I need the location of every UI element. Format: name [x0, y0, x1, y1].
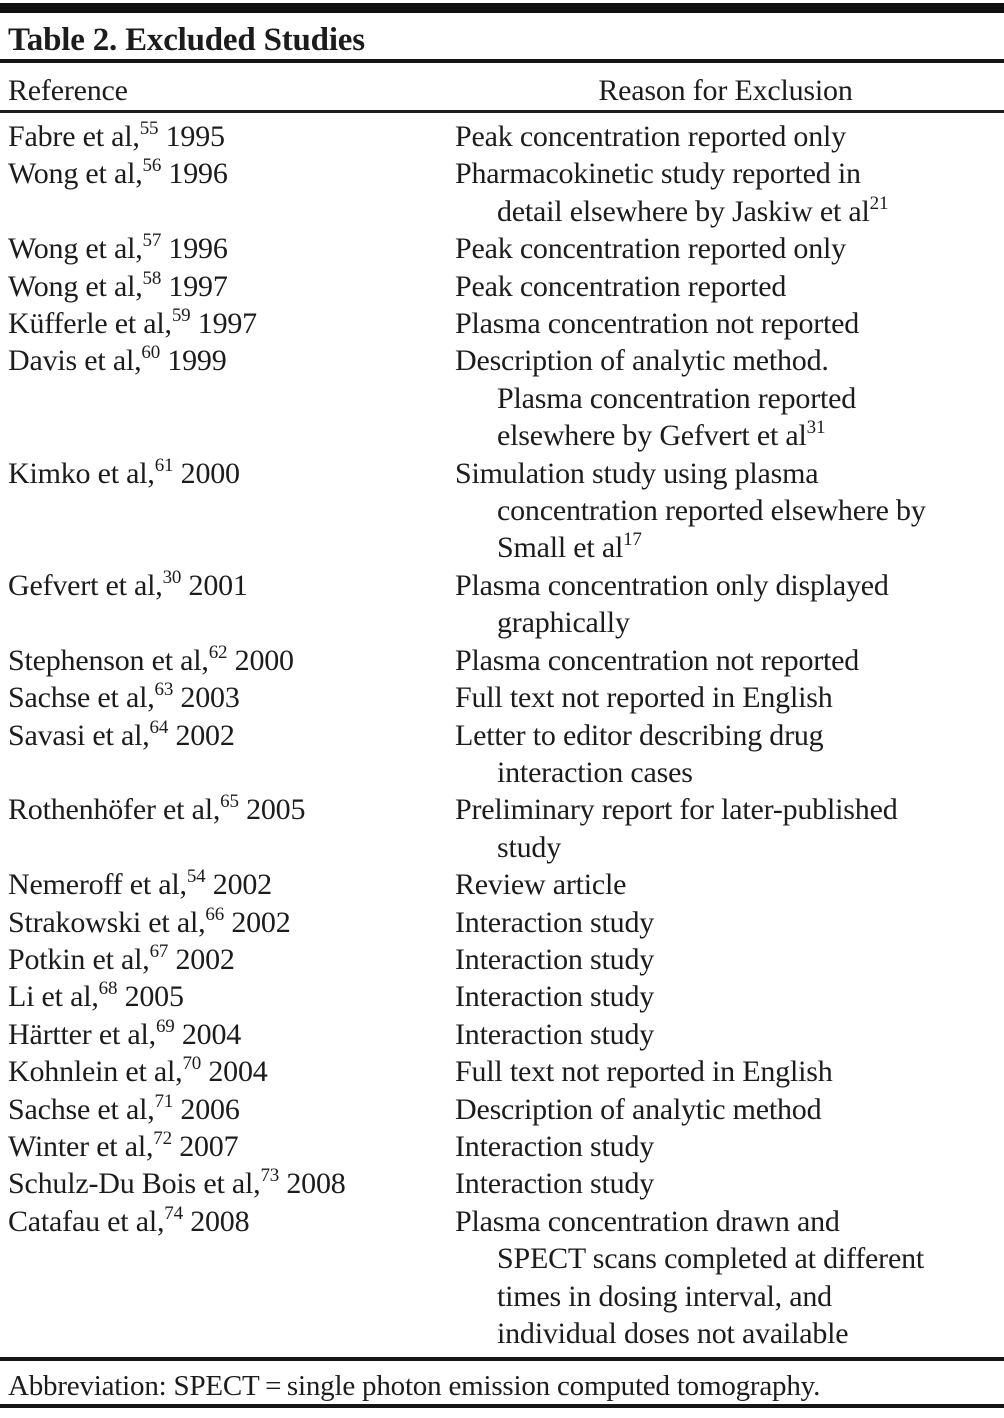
reason-cell: [455, 1016, 996, 1053]
reason-cell: [455, 230, 996, 267]
reference-year: 2007: [171, 1129, 239, 1163]
reason-cell: [455, 305, 996, 342]
reference-year: 1996: [161, 232, 228, 266]
reference-text: Rothenhöfer et al,: [8, 793, 221, 827]
reason-line: concentration reported elsewhere by: [497, 494, 926, 528]
reference-citation-sup: 64: [149, 716, 169, 738]
reference-cell: [8, 717, 455, 754]
reference-text: Kohnlein et al,: [8, 1055, 183, 1089]
reference-year: 2005: [238, 793, 306, 827]
reason-cell: [455, 978, 996, 1015]
reason-cell: [455, 1165, 996, 1202]
reference-year: 2008: [182, 1204, 250, 1238]
table-row: [0, 904, 1004, 941]
reference-text: Wong et al,: [8, 232, 143, 266]
table-row: [0, 941, 1004, 978]
table-row: [0, 118, 1004, 155]
reference-text: Küfferle et al,: [8, 307, 172, 341]
reference-cell: [8, 1165, 455, 1202]
reference-year: 1996: [161, 157, 228, 191]
reason-line: Interaction study: [455, 980, 655, 1014]
reference-citation-sup: 74: [164, 1202, 183, 1224]
reason-line: elsewhere by Gefvert et $al^{31}$: [497, 417, 826, 453]
table-row: [0, 791, 1004, 866]
table-row: [0, 679, 1004, 716]
reference-cell: [8, 305, 455, 342]
reference-year: 2006: [173, 1092, 240, 1126]
reference-year: 2002: [224, 905, 291, 939]
reference-citation-sup: 30: [162, 566, 182, 588]
table-row: [0, 342, 1004, 454]
reason-line: Plasma concentration drawn and: [455, 1204, 840, 1238]
reference-text: Gefvert et al,: [8, 568, 163, 602]
reason-line: Interaction study: [455, 1167, 655, 1201]
table-row: [0, 305, 1004, 342]
reference-citation-sup: 66: [205, 903, 225, 925]
reference-cell: [8, 1128, 455, 1165]
reason-cell: [455, 342, 996, 454]
reference-text: Potkin et al,: [8, 942, 150, 976]
reason-cell: [455, 1203, 996, 1353]
reason-cell: [455, 717, 996, 792]
reference-year: 2005: [117, 980, 184, 1014]
reason-line: interaction cases: [497, 755, 693, 789]
reference-cell: [8, 268, 455, 305]
reference-cell: [8, 1091, 455, 1128]
reason-line: Plasma concentration not reported: [455, 307, 860, 341]
reason-line: Peak concentration reported: [455, 269, 787, 303]
reference-text: Winter et al,: [8, 1129, 154, 1163]
reference-text: Sachse et al,: [8, 1092, 155, 1126]
reason-cell: [455, 1128, 996, 1165]
reason-cell: [455, 268, 996, 305]
citation-sup: 17: [623, 529, 642, 551]
reason-cell: [455, 118, 996, 155]
reference-year: 1999: [160, 344, 227, 378]
table-row: [0, 1091, 1004, 1128]
reference-citation-sup: 63: [154, 679, 174, 701]
reference-cell: [8, 1053, 455, 1090]
reason-line: Simulation study using plasma: [455, 456, 819, 490]
column-header-reference: Reference: [8, 74, 128, 107]
reference-citation-sup: 62: [208, 641, 228, 663]
top-rule: [0, 3, 1004, 13]
reference-citation-sup: 72: [153, 1127, 172, 1149]
reason-line: Interaction study: [455, 1129, 655, 1163]
reason-line: Plasma concentration reported: [497, 381, 857, 415]
reason-line: Preliminary report for later-published: [455, 793, 898, 827]
table-title: Table 2. Excluded Studies: [8, 22, 365, 58]
reason-cell: [455, 941, 996, 978]
citation-sup: 31: [806, 417, 826, 439]
reason-cell: [455, 866, 996, 903]
table-row: [0, 642, 1004, 679]
table-row: [0, 1128, 1004, 1165]
reason-line: Review article: [455, 868, 627, 902]
reference-cell: [8, 567, 455, 604]
bottom-rule: [0, 1404, 1004, 1408]
reference-cell: [8, 455, 455, 492]
reason-line: individual doses not available: [497, 1317, 849, 1350]
reason-line: times in dosing interval, and: [497, 1279, 832, 1313]
reference-citation-sup: 70: [182, 1053, 202, 1075]
reason-line: Pharmacokinetic study reported in: [455, 157, 861, 191]
reference-year: 1995: [158, 120, 225, 153]
reference-citation-sup: 58: [142, 267, 162, 289]
reference-text: Sachse et al,: [8, 681, 155, 715]
reference-text: Wong et al,: [8, 157, 143, 191]
reference-citation-sup: 55: [139, 118, 159, 139]
reference-cell: [8, 230, 455, 267]
table-row: [0, 567, 1004, 642]
table-row: [0, 455, 1004, 567]
table-row: [0, 155, 1004, 230]
reference-cell: [8, 155, 455, 192]
reference-citation-sup: 60: [141, 342, 161, 364]
reference-text: Li et al,: [8, 980, 99, 1014]
reference-cell: [8, 791, 455, 828]
reference-year: 2000: [173, 456, 240, 490]
reference-text: Kimko et al,: [8, 456, 155, 490]
reference-text: Fabre et al,: [8, 120, 140, 153]
reference-cell: [8, 941, 455, 978]
reference-year: 1997: [161, 269, 228, 303]
reference-cell: [8, 866, 455, 903]
reference-year: 2003: [173, 681, 240, 715]
reason-line: Full text not reported in English: [455, 681, 833, 715]
reason-line: Full text not reported in English: [455, 1055, 833, 1089]
reason-cell: [455, 642, 996, 679]
reference-text: Schulz-Du Bois et al,: [8, 1167, 261, 1201]
reason-line: Small et $al^{17}$: [497, 529, 642, 565]
table-row: [0, 230, 1004, 267]
reason-line: Interaction study: [455, 942, 655, 976]
reason-cell: [455, 679, 996, 716]
reference-citation-sup: 69: [155, 1015, 175, 1037]
abbreviation-note: Abbreviation: SPECT = single photon emission computed tomography.: [8, 1370, 821, 1403]
reason-line: Interaction study: [455, 1017, 655, 1051]
table-row: [0, 866, 1004, 903]
table-body: [0, 113, 1004, 1357]
reason-line: Description of analytic method: [455, 1092, 822, 1126]
citation-sup: 21: [869, 192, 889, 214]
reference-text: Nemeroff et al,: [8, 868, 187, 902]
reference-year: 2002: [168, 718, 235, 752]
reference-cell: [8, 679, 455, 716]
table-row: [0, 978, 1004, 1015]
reference-citation-sup: 59: [171, 305, 191, 327]
table-row: [0, 268, 1004, 305]
reference-year: 2004: [174, 1017, 242, 1051]
reason-cell: [455, 155, 996, 230]
reference-text: Wong et al,: [8, 269, 143, 303]
reference-citation-sup: 65: [220, 791, 239, 813]
reference-text: Härtter et al,: [8, 1017, 156, 1051]
reference-citation-sup: 56: [142, 155, 162, 177]
reason-cell: [455, 1091, 996, 1128]
table-row: [0, 1165, 1004, 1202]
reference-text: Stephenson et al,: [8, 643, 209, 677]
reference-year: 1997: [190, 307, 257, 341]
reason-cell: [455, 791, 996, 866]
table-row: [0, 1203, 1004, 1353]
reference-cell: [8, 1203, 455, 1240]
reason-line: Peak concentration reported only: [455, 120, 846, 153]
reference-cell: [8, 342, 455, 379]
reason-cell: [455, 567, 996, 642]
reason-line: Peak concentration reported only: [455, 232, 846, 266]
table-row: [0, 1016, 1004, 1053]
reason-cell: [455, 455, 996, 567]
reference-cell: [8, 118, 455, 155]
reference-text: Savasi et al,: [8, 718, 150, 752]
reason-line: Plasma concentration only displayed: [455, 568, 889, 602]
reference-cell: [8, 904, 455, 941]
table-header: [0, 63, 1004, 110]
reference-year: 2002: [168, 942, 235, 976]
reason-line: Description of analytic method.: [455, 344, 829, 378]
reason-line: Plasma concentration not reported: [455, 643, 860, 677]
reference-cell: [8, 642, 455, 679]
reference-cell: [8, 978, 455, 1015]
reason-cell: [455, 1053, 996, 1090]
column-header-reason: Reason for Exclusion: [598, 74, 853, 107]
reference-year: 2001: [181, 568, 248, 602]
reference-citation-sup: 61: [154, 454, 174, 476]
reference-citation-sup: 71: [154, 1090, 174, 1112]
reference-text: Catafau et al,: [8, 1204, 165, 1238]
reference-text: Davis et al,: [8, 344, 142, 378]
reason-line: SPECT scans completed at different: [497, 1242, 924, 1276]
reason-line: Interaction study: [455, 905, 655, 939]
table-row: [0, 717, 1004, 792]
reason-cell: [455, 904, 996, 941]
reference-year: 2000: [227, 643, 294, 677]
reference-year: 2002: [205, 868, 272, 902]
reference-citation-sup: 68: [98, 978, 118, 1000]
reference-year: 2008: [279, 1167, 346, 1201]
reason-line: detail elsewhere by Jaskiw et $al^{21}$: [497, 192, 889, 228]
reference-year: 2004: [201, 1055, 268, 1089]
reason-line: graphically: [497, 606, 630, 640]
table-row: [0, 1053, 1004, 1090]
reason-line: study: [497, 830, 562, 864]
reference-citation-sup: 67: [149, 940, 169, 962]
reason-line: Letter to editor describing drug: [455, 718, 824, 752]
reference-citation-sup: 54: [186, 866, 206, 888]
reference-citation-sup: 73: [260, 1165, 280, 1187]
reference-cell: [8, 1016, 455, 1053]
reference-text: Strakowski et al,: [8, 905, 206, 939]
reference-citation-sup: 57: [142, 230, 162, 252]
